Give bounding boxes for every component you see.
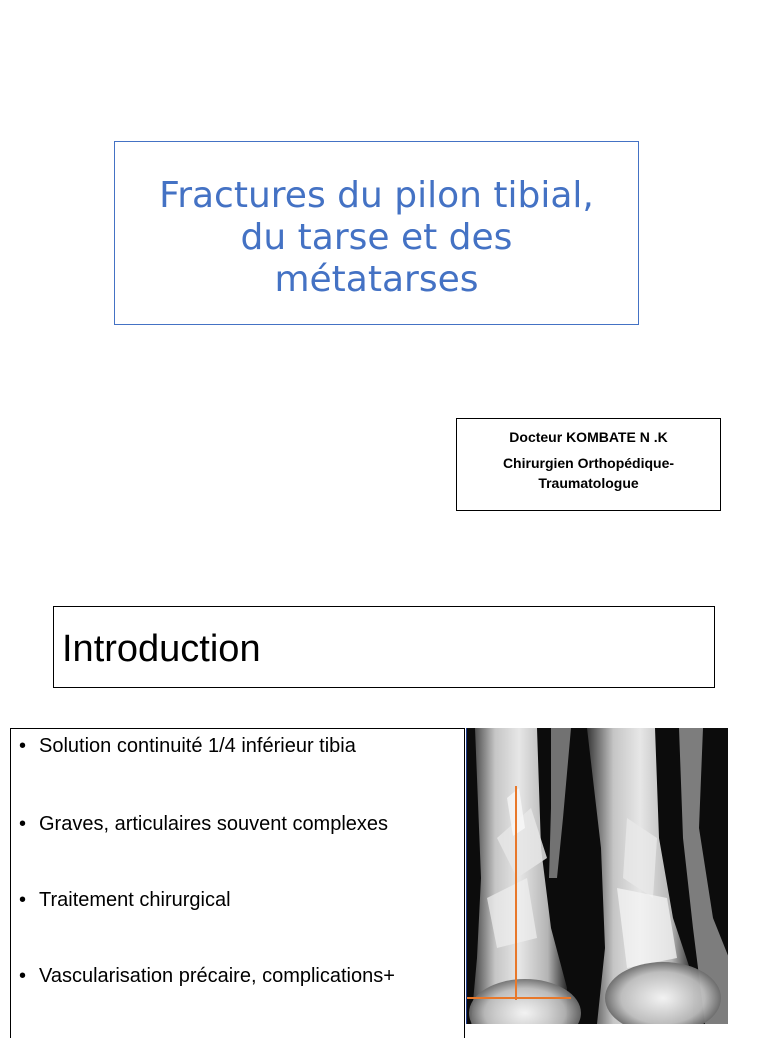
slide-title [159, 175, 594, 301]
author-role-line-2: Traumatologue [538, 475, 639, 491]
title-box [114, 141, 639, 325]
list-item [19, 889, 231, 912]
title-line-3: métatarses [274, 259, 479, 300]
xray-illustration [467, 728, 728, 1024]
bullet-text: Graves, articulaires souvent complexes [39, 813, 389, 835]
author-box [456, 418, 721, 511]
bullet-dot: • [19, 813, 27, 835]
bullet-dot: • [19, 965, 27, 987]
section-heading-box [53, 606, 715, 688]
bullet-text: Solution continuité 1/4 inférieur tibia [39, 735, 356, 757]
author-role-line-1: Chirurgien Orthopédique- [502, 455, 675, 471]
section-heading: Introduction [62, 628, 261, 670]
list-item [19, 735, 356, 758]
author-name: Docteur KOMBATE N .K [509, 429, 668, 445]
title-line-2: du tarse et des [240, 217, 513, 258]
bullet-list [10, 728, 465, 1038]
bullet-text: Traitement chirurgical [39, 889, 231, 911]
list-item [19, 965, 395, 988]
list-item [19, 813, 388, 836]
bullet-text: Vascularisation précaire, complications+ [39, 965, 395, 987]
bullet-dot: • [19, 889, 27, 911]
bullet-dot: • [19, 735, 27, 757]
xray-image [466, 728, 728, 1024]
title-line-1: Fractures du pilon tibial, [159, 175, 594, 216]
